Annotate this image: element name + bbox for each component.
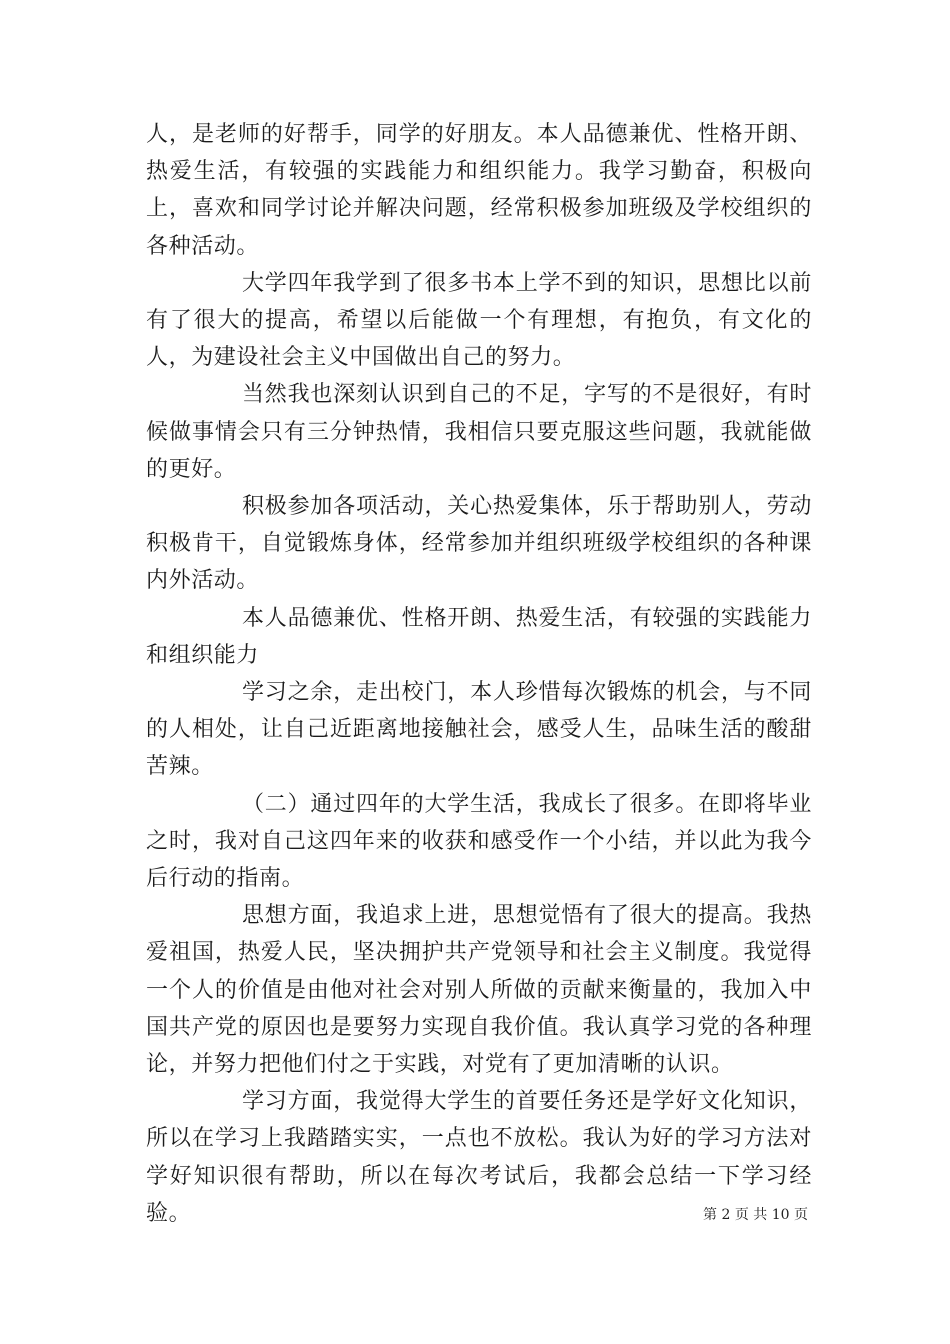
paragraph-4: 积极参加各项活动，关心热爱集体，乐于帮助别人，劳动积极肯干，自觉锻炼身体，经常参加并组织班级学校组织的各种课内外活动。	[146, 494, 812, 594]
paragraph-9: 学习方面，我觉得大学生的首要任务还是学好文化知识，所以在学习上我踏踏实实，一点也不放松。我认为好的学习方法对学好知识很有帮助，所以在每次考试后，我都会总结一下学习经验。	[146, 1089, 812, 1226]
paragraph-6: 学习之余，走出校门，本人珍惜每次锻炼的机会，与不同的人相处，让自己近距离地接触社会，感受人生，品味生活的酸甜苦辣。	[146, 680, 812, 780]
paragraph-7: （二）通过四年的大学生活，我成长了很多。在即将毕业之时，我对自己这四年来的收获和感受作一个小结，并以此为我今后行动的指南。	[146, 791, 812, 892]
paragraph-3: 当然我也深刻认识到自己的不足，字写的不是很好，有时候做事情会只有三分钟热情，我相信只要克服这些问题，我就能做的更好。	[146, 382, 812, 482]
paragraph-1: 人，是老师的好帮手，同学的好朋友。本人品德兼优、性格开朗、热爱生活，有较强的实践能力和组织能力。我学习勤奋，积极向上，喜欢和同学讨论并解决问题，经常积极参加班级及学校组织的各种活动。	[146, 122, 812, 259]
document-body	[146, 116, 812, 1232]
paragraph-2: 大学四年我学到了很多书本上学不到的知识，思想比以前有了很大的提高，希望以后能做一个有理想，有抱负，有文化的人，为建设社会主义中国做出自己的努力。	[146, 270, 812, 371]
paragraph-5: 本人品德兼优、性格开朗、热爱生活，有较强的实践能力和组织能力	[146, 605, 812, 668]
page-number-footer: 第 2 页 共 10 页	[703, 1207, 808, 1223]
paragraph-8: 思想方面，我追求上进，思想觉悟有了很大的提高。我热爱祖国，热爱人民，坚决拥护共产党领导和社会主义制度。我觉得一个人的价值是由他对社会对别人所做的贡献来衡量的，我加入中国共产党的原因也是要努力实现自我价值。我认真学习党的各种理论，并努力把他们付之于实践，对党有了更加清晰的认识。	[146, 903, 812, 1078]
